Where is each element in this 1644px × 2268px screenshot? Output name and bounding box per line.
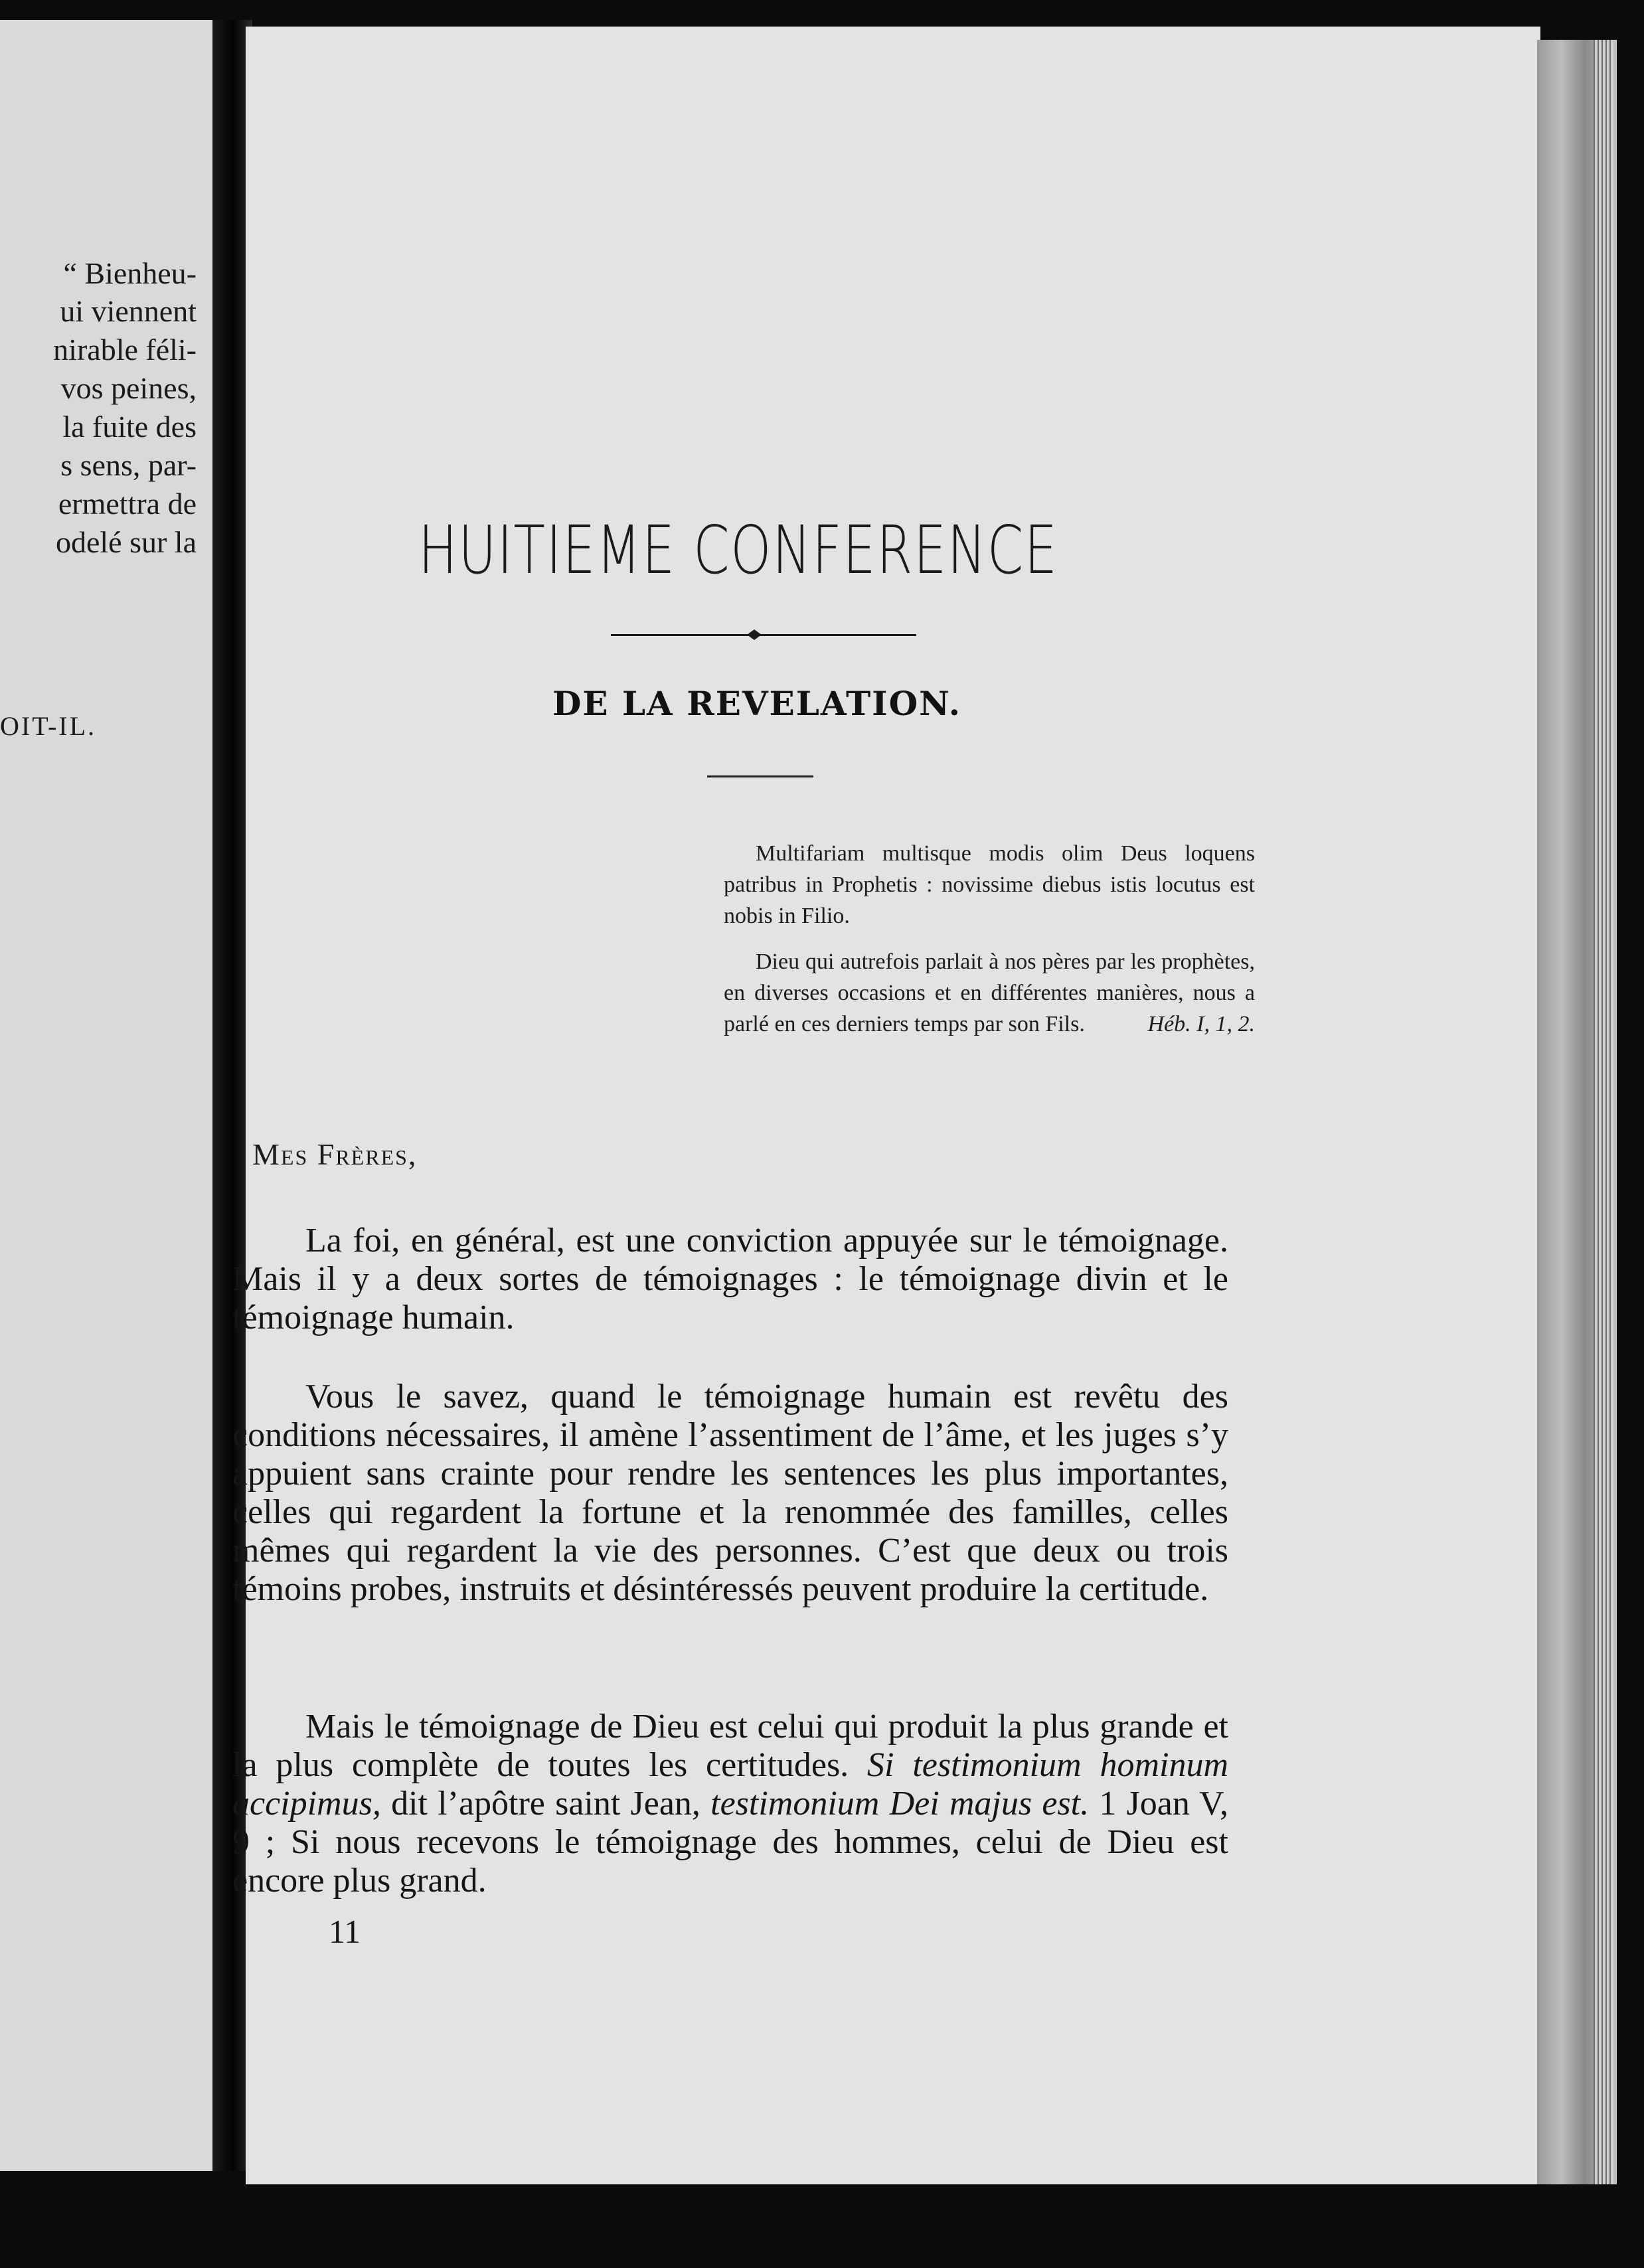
page-edge-stack — [1594, 40, 1613, 2184]
epigraph-reference: Héb. I, 1, 2. — [1147, 1012, 1255, 1036]
left-page-line: la fuite des — [62, 410, 197, 444]
paragraph-2 — [232, 1378, 1228, 1609]
left-page-line: vos peines, — [60, 371, 197, 405]
paragraph-3-part-e: 1 Joan V, 9 ; Si nous recevons le témoignage des hommes, celui de Dieu est encore plus grand. — [232, 1785, 1228, 1900]
epigraph-latin — [724, 838, 1255, 932]
epigraph-french-paragraph — [724, 946, 1255, 1040]
previous-page — [0, 20, 219, 2171]
left-page-line: ui viennent — [60, 294, 197, 328]
paragraph-2-text: Vous le savez, quand le témoignage humain est revêtu des conditions nécessaires, il amène l’assentiment de l’âme, et les juges s’y appuient sans crainte pour rendre les sentences les plus importantes, celles qui regardent la fortune et la renommée des familles, celles mêmes qui regardent la vie des personnes. C’est que deux ou trois témoins probes, instruits et désintéressés peuvent produire la certitude. — [232, 1378, 1228, 1608]
epigraph-french — [724, 946, 1255, 1040]
latin-quote-1: Si testimonium hominum accipimus, — [232, 1746, 1228, 1822]
paragraph-3-part-c: dit l’apôtre saint Jean, — [380, 1785, 711, 1822]
salutation: Mes Frères, — [252, 1137, 418, 1171]
paragraph-3-part-a: Mais le témoignage de Dieu est celui qui produit la plus grande et la plus complète de toutes les certitudes. — [232, 1708, 1228, 1784]
paragraph-1-text: La foi, en général, est une conviction appuyée sur le témoignage. Mais il y a deux sortes de témoignages : le témoignage divin et le témoignage humain. — [232, 1222, 1228, 1336]
chapter-subtitle: DE LA REVELATION. — [552, 684, 962, 723]
epigraph-latin-text: Multifariam multisque modis olim Deus loquens patribus in Prophetis : novissime diebus istis locutus est nobis in Filio. — [724, 841, 1255, 928]
subtitle-rule — [707, 775, 813, 777]
chapter-title: HUITIEME CONFERENCE — [418, 511, 1058, 589]
left-page-line: ermettra de — [58, 487, 197, 521]
left-page-signature: OIT-IL. — [0, 711, 97, 741]
title-ornament — [611, 634, 916, 636]
left-page-line: nirable féli- — [53, 333, 197, 366]
paragraph-3 — [232, 1708, 1228, 1900]
epigraph-french-text: Dieu qui autrefois parlait à nos pères par les prophètes, en diverses occasions et en différentes manières, nous a parlé en ces derniers temps par son Fils. — [724, 949, 1255, 1036]
page-number: 11 — [329, 1913, 361, 1950]
left-page-line: “ Bienheu- — [63, 256, 197, 290]
latin-quote-2: testimonium Dei majus est. — [710, 1785, 1090, 1822]
paragraph-3-text — [232, 1708, 1228, 1900]
left-page-line: s sens, par- — [60, 448, 197, 482]
left-page-line: odelé sur la — [55, 525, 197, 559]
paragraph-1 — [232, 1222, 1228, 1337]
